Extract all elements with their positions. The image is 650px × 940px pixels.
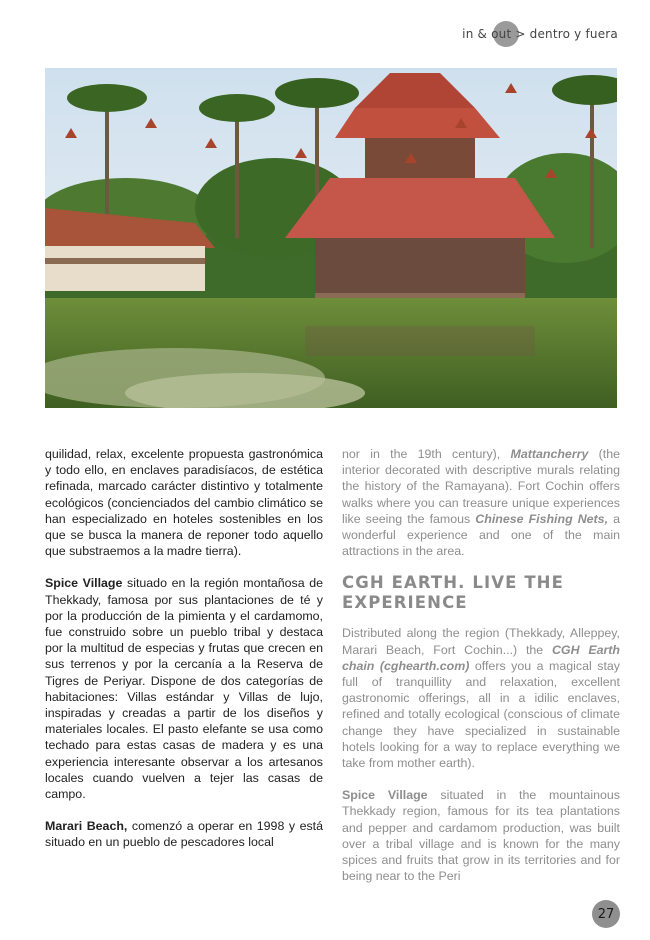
- left-column: [45, 446, 323, 851]
- right-column: [342, 446, 620, 884]
- temple-lake-photo: [45, 68, 617, 408]
- chinese-fishing-nets-label: Chinese Fishing Nets,: [475, 511, 609, 526]
- spice-village-en-label: Spice Village: [342, 788, 428, 803]
- cgh-earth-chain-label: CGH Earth chain (cghearth.com): [342, 642, 620, 673]
- right-paragraph-3: [342, 787, 620, 884]
- left-paragraph-2: [45, 575, 323, 802]
- left-paragraph-3-text: comenzó a operar en 1998 y está situado en un pueblo de pescadores local: [45, 819, 324, 850]
- right-p2-text-a: Distributed along the region (Thekkady, Alleppey, Marari Beach, Fort Cochin...) the: [342, 626, 620, 657]
- left-paragraph-3: [45, 818, 323, 850]
- right-p1-text-a: nor in the 19th century),: [342, 447, 511, 461]
- marari-beach-label: Marari Beach,: [45, 819, 128, 834]
- mattancherry-label: Mattancherry: [510, 447, 589, 461]
- right-paragraph-2: [342, 625, 620, 771]
- left-paragraph-1: quilidad, relax, excelente propuesta gastronómica y todo ello, en enclaves paradisíacos, de estética refinada, marcado carácter distintivo y totalmente ecológicos (concienciados del cambio climático se han especializado en hoteles sostenibles en los que se busca la manera de reponer todo aquello que substraemos a la madre tierra).: [45, 447, 323, 559]
- section-header: [462, 22, 618, 46]
- page-number: 27: [592, 900, 620, 928]
- section-heading: CGH EARTH. LIVE THE EXPERIENCE: [342, 573, 564, 613]
- right-p2-text-b: offers you a magical stay full of tranquillity and relaxation, excellent gastronomic offerings, all in a idilic enclaves, refined and totally ecological (conscious of climate change they have specialized in sustainable hotels looking for a way to replace everything we take from mother earth).: [342, 658, 620, 771]
- right-paragraph-1: [342, 446, 620, 559]
- section-title: in & out > dentro y fuera: [462, 27, 618, 41]
- photo-illustration-icon: [45, 68, 617, 408]
- left-paragraph-2-text: situado en la región montañosa de Thekkady, famosa por sus plantaciones de té y por la producción de la pimienta y el cardamomo, fue construido sobre un pueblo tribal y destaca por la multitud de especias y frutas que crecen en sus terrenos y por la cercanía a la Reserva de Tigres de Periyar. Dispone de dos categorías de habitaciones: Villas estándar y Villas de lujo, inspiradas y creadas a partir de los diseños y materiales locales. El pasto elefante se usa como techado para estas casas de madera y es una experiencia interesante observar a los artesanos locales cuando vuelven a tejer las casas de campo.: [45, 576, 323, 802]
- spice-village-label: Spice Village: [45, 576, 123, 591]
- right-p1-text-c: a wonderful experience and one of the main attractions in the area.: [342, 511, 620, 559]
- right-p3-text: situated in the mountainous Thekkady region, famous for its tea plantations and pepper and cardamom production, was built over a tribal village and is known for the many spices and fruits that grow in its territories and for being near to the Peri: [342, 788, 620, 884]
- right-p1-text-b: (the interior decorated with descriptive murals relating the history of the Ramayana). Fort Cochin offers walks where you can treasure unique experiences like seeing the famous: [342, 447, 620, 526]
